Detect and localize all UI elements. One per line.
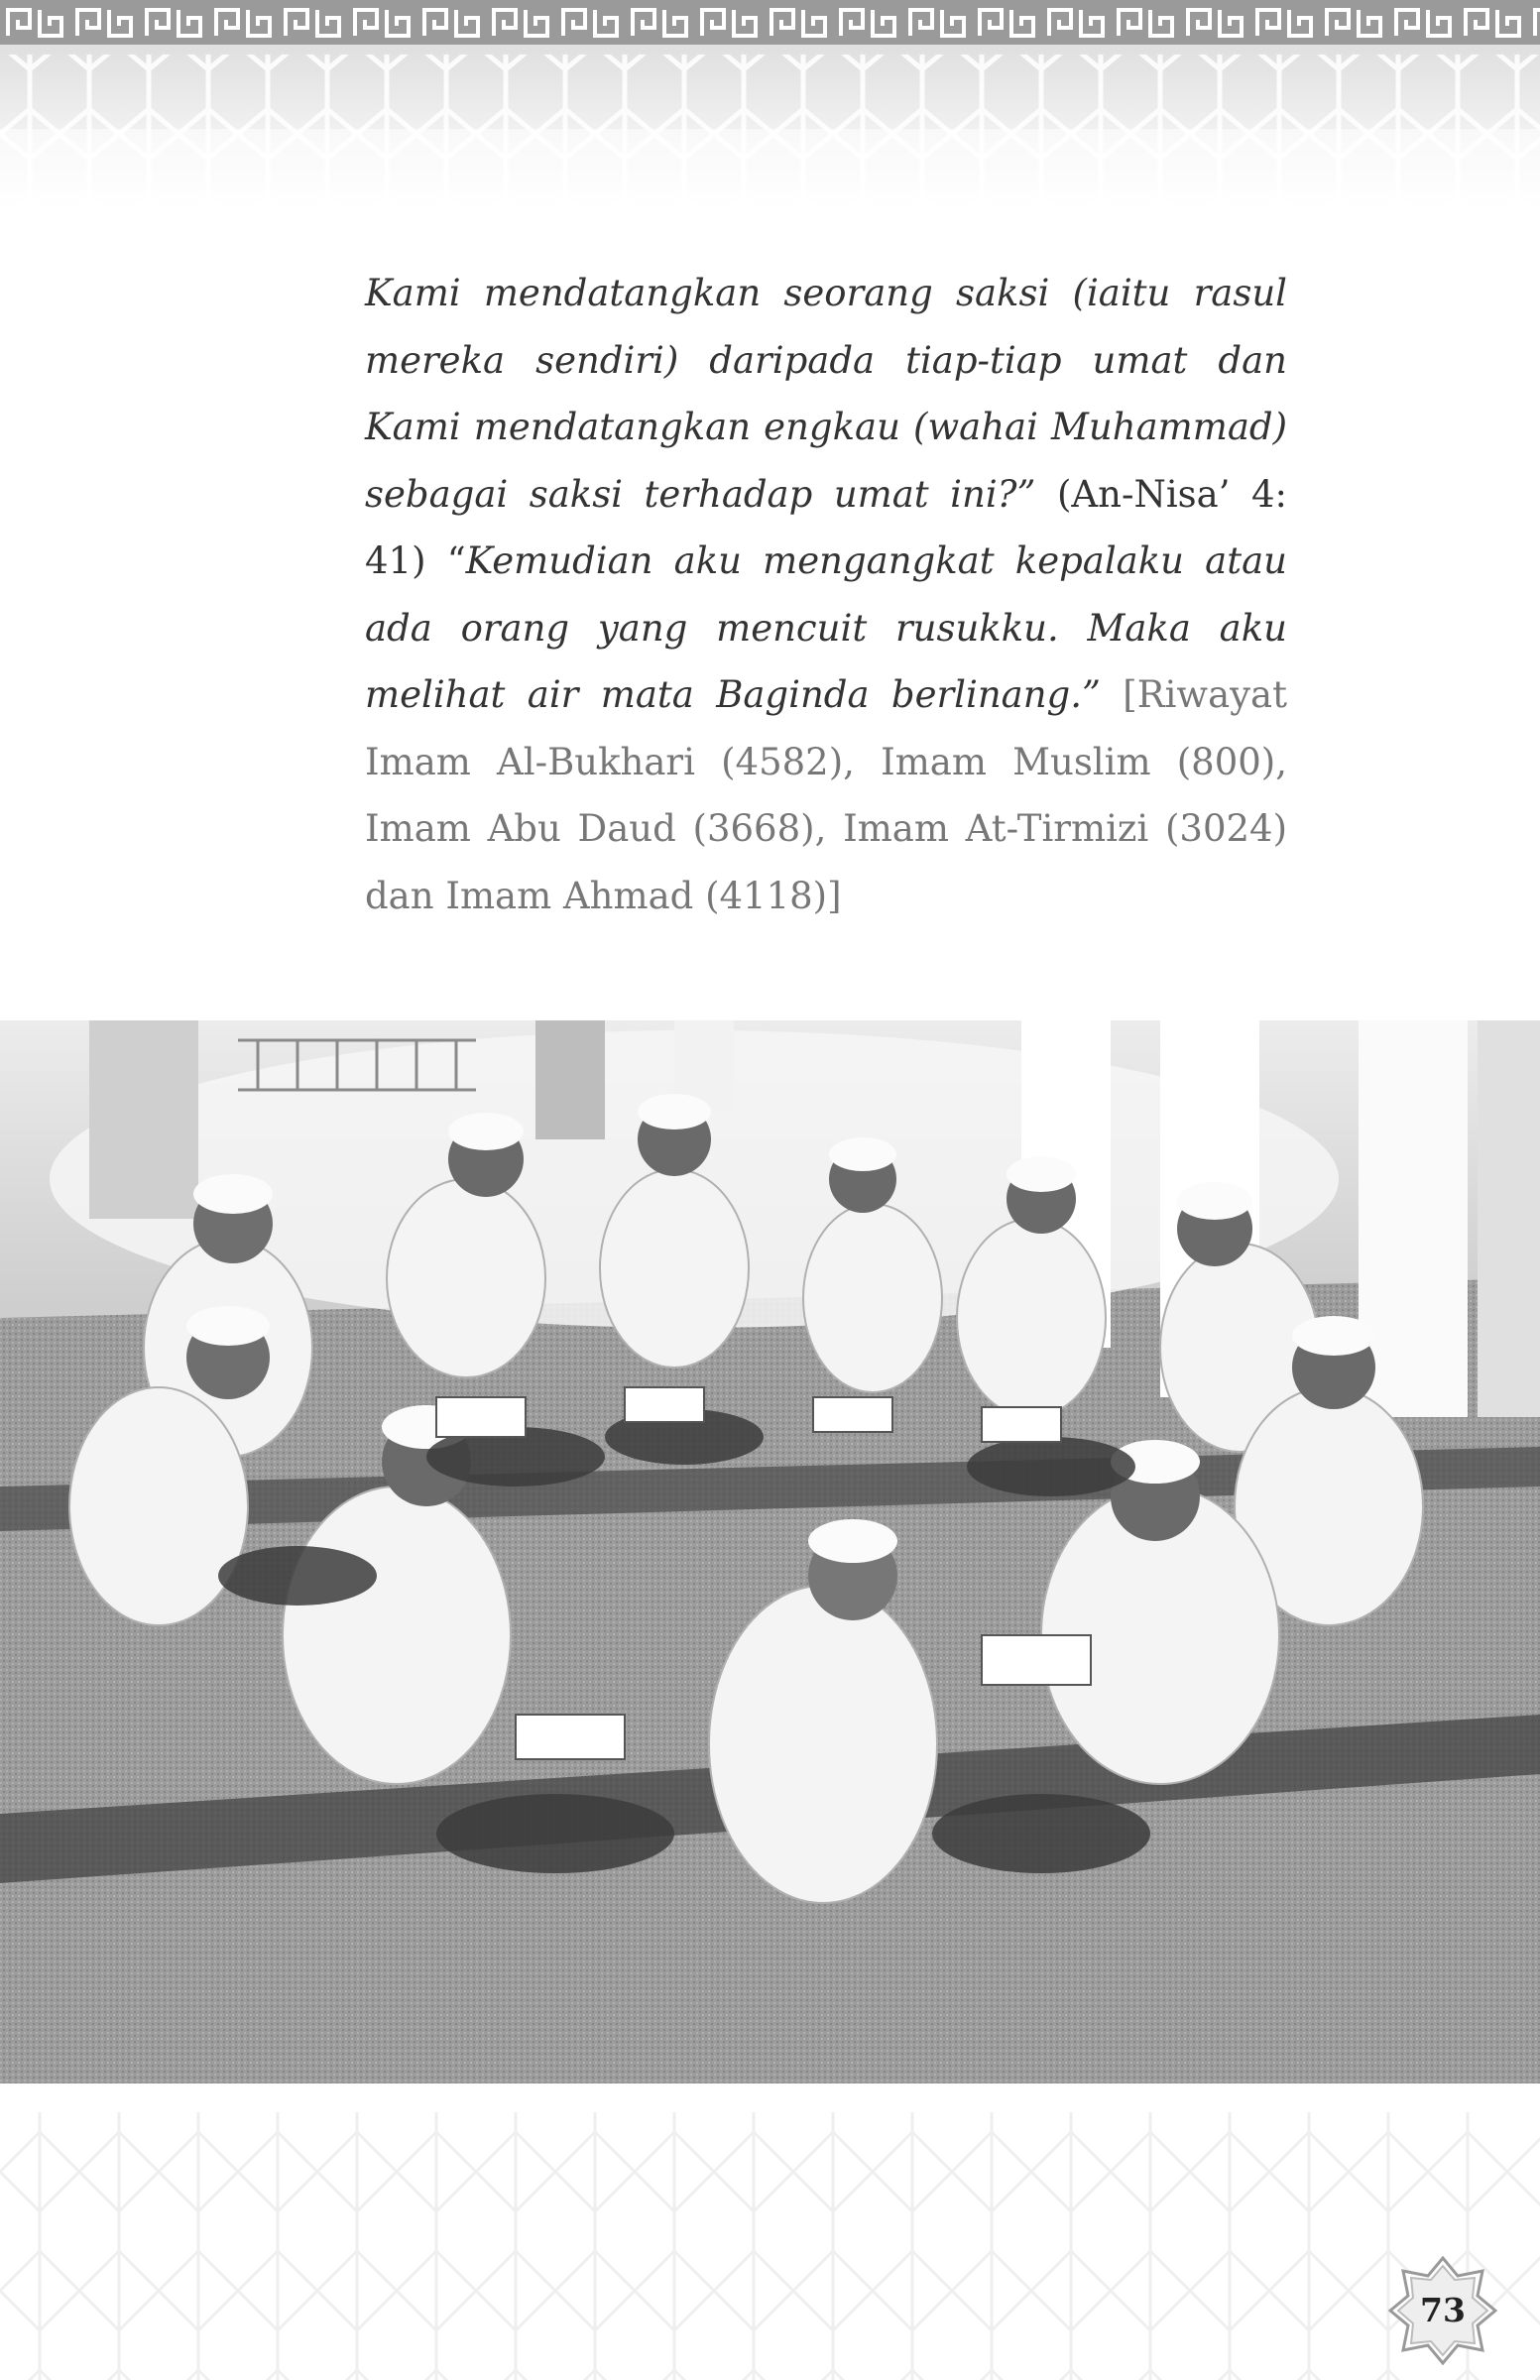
photo-group-quran-reading-icon (0, 1020, 1540, 2083)
hadith-quote-part-2: Kemudian aku mengangkat kepalaku atau ada orang yang mencuit rusukku. Maka aku melihat air mata Baginda berlinang.” (365, 539, 1287, 716)
header-ornament-band (0, 0, 1540, 213)
body-paragraph (365, 260, 1287, 929)
footer-ornament-icon (0, 2112, 1540, 2380)
hadith-citation: [Riwayat Imam Al-Bukhari (4582), Imam Muslim (800), Imam Abu Daud (3668), Imam At-Tirmizi (3024) dan Imam Ahmad (4118)] (365, 673, 1287, 917)
hadith-quote-part-1: Kami mendatangkan seorang saksi (iaitu rasul mereka sendiri) daripada tiap-tiap umat dan Kami mendatangkan engkau (wahai Muhammad) sebagai saksi terhadap umat ini?” (365, 272, 1287, 516)
header-ornament-icon (0, 0, 1540, 213)
photo-students-reading (0, 1020, 1540, 2083)
page-number-badge (1388, 2256, 1497, 2365)
page-number: 73 (1420, 2291, 1466, 2329)
quran-reference: (An-Nisa’ 4: 41) “ (365, 472, 1287, 582)
